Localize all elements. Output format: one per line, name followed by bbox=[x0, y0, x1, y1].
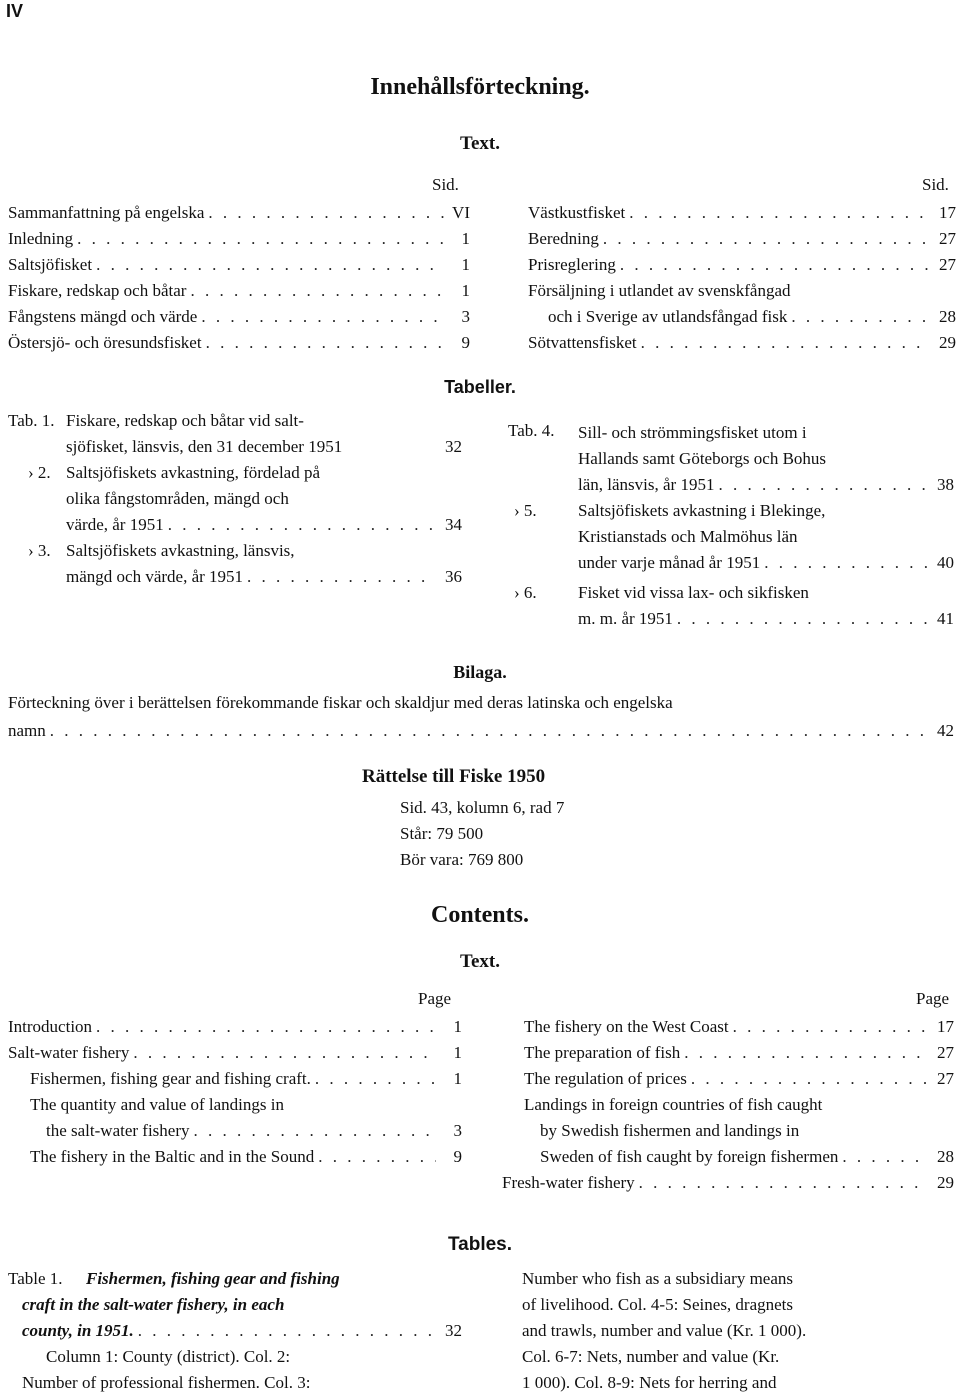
toc-page: 1 bbox=[461, 255, 470, 274]
leader-dots bbox=[791, 306, 930, 328]
toc-label: Inledning bbox=[8, 229, 74, 248]
swedish-text-heading: Text. bbox=[460, 133, 500, 154]
toc-page: 1 bbox=[461, 281, 470, 300]
table1-line3: county, in 1951. bbox=[22, 1321, 134, 1340]
tab4-line3: län, länsvis, år 1951 bbox=[578, 475, 715, 494]
toc-row bbox=[30, 1094, 462, 1116]
toc-page: 1 bbox=[453, 1017, 462, 1036]
toc-label: by Swedish fishermen and landings in bbox=[540, 1121, 800, 1140]
toc-row bbox=[8, 332, 470, 354]
page-label-right: Page bbox=[916, 989, 950, 1008]
tab6-row bbox=[578, 608, 954, 630]
tab1-row bbox=[66, 436, 462, 458]
tab5-prefix: › 5. bbox=[514, 501, 537, 520]
leader-dots bbox=[603, 228, 930, 250]
toc-label: The fishery on the West Coast bbox=[524, 1017, 729, 1036]
swedish-tables-heading: Tabeller. bbox=[444, 377, 516, 397]
toc-label: Försäljning i utlandet av svenskfångad bbox=[528, 281, 791, 300]
table1-desc-line: Col. 6-7: Nets, number and value (Kr. bbox=[522, 1347, 780, 1366]
leader-dots bbox=[629, 202, 930, 224]
tab4-prefix: Tab. 4. bbox=[508, 421, 555, 440]
table1-line4: Column 1: County (district). Col. 2: bbox=[46, 1347, 291, 1366]
english-tables-heading: Tables. bbox=[447, 1234, 513, 1255]
toc-row bbox=[8, 306, 470, 328]
english-title: Contents. bbox=[430, 902, 529, 928]
toc-label: The preparation of fish bbox=[524, 1043, 681, 1062]
toc-row bbox=[528, 332, 956, 354]
toc-label: The fishery in the Baltic and in the Sound bbox=[30, 1147, 315, 1166]
toc-label: Landings in foreign countries of fish caught bbox=[524, 1095, 823, 1114]
toc-label: Sötvattensfisket bbox=[528, 333, 637, 352]
tab2-line1: Saltsjöfiskets avkastning, fördelad på bbox=[66, 463, 321, 482]
tab1-page: 32 bbox=[445, 437, 462, 456]
toc-label: Sammanfattning på engelska bbox=[8, 203, 205, 222]
tab4-page: 38 bbox=[937, 475, 954, 494]
toc-row bbox=[8, 1042, 462, 1064]
leader-dots bbox=[96, 1016, 436, 1038]
toc-row bbox=[8, 202, 470, 224]
sid-label-left: Sid. bbox=[432, 175, 459, 194]
leader-dots bbox=[764, 552, 928, 574]
leader-dots bbox=[168, 514, 436, 536]
toc-page: 17 bbox=[939, 203, 956, 222]
toc-page: 17 bbox=[937, 1017, 954, 1036]
toc-row bbox=[540, 1120, 954, 1142]
toc-row bbox=[528, 228, 956, 250]
toc-label: Salt-water fishery bbox=[8, 1043, 130, 1062]
toc-page: 27 bbox=[937, 1043, 954, 1062]
tab6-page: 41 bbox=[937, 609, 954, 628]
toc-page: 3 bbox=[461, 307, 470, 326]
toc-label: och i Sverige av utlandsfångad fisk bbox=[548, 307, 788, 326]
tab4-row bbox=[578, 474, 954, 496]
toc-row bbox=[524, 1042, 954, 1064]
leader-dots bbox=[639, 1172, 928, 1194]
toc-label: the salt-water fishery bbox=[46, 1121, 190, 1140]
table1-line5: Number of professional fishermen. Col. 3: bbox=[22, 1373, 311, 1392]
toc-row bbox=[46, 1120, 462, 1142]
erratum-line2: Står: 79 500 bbox=[400, 824, 484, 843]
toc-row bbox=[8, 254, 470, 276]
page-label-left: Page bbox=[418, 989, 452, 1008]
leader-dots bbox=[208, 202, 444, 224]
toc-label: Fishermen, fishing gear and fishing craft. bbox=[30, 1069, 311, 1088]
tab6-prefix: › 6. bbox=[514, 583, 537, 602]
erratum-title: Rättelse till Fiske 1950 bbox=[362, 766, 546, 787]
toc-page: 28 bbox=[937, 1147, 954, 1166]
toc-label: Prisreglering bbox=[528, 255, 616, 274]
tab4-line2: Hallands samt Göteborgs och Bohus bbox=[578, 449, 827, 468]
toc-label: Fiskare, redskap och båtar bbox=[8, 281, 187, 300]
tab5-line2: Kristianstads och Malmöhus län bbox=[578, 527, 798, 546]
tab2-page: 34 bbox=[445, 515, 462, 534]
tab1-prefix: Tab. 1. bbox=[8, 411, 55, 430]
leader-dots bbox=[77, 228, 444, 250]
bilaga-page: 42 bbox=[937, 721, 954, 740]
tab2-row bbox=[66, 514, 462, 536]
tab3-line2: mängd och värde, år 1951 bbox=[66, 567, 244, 586]
tab3-prefix: › 3. bbox=[28, 541, 51, 560]
leader-dots bbox=[138, 1320, 436, 1342]
tab2-line2: olika fångstområden, mängd och bbox=[66, 489, 289, 508]
toc-page: 29 bbox=[937, 1173, 954, 1192]
toc-label: Östersjö- och öresundsfisket bbox=[8, 333, 202, 352]
toc-row bbox=[30, 1068, 462, 1090]
swedish-title: Innehållsförteckning. bbox=[370, 74, 590, 100]
tab3-row bbox=[66, 566, 462, 588]
toc-page: 3 bbox=[453, 1121, 462, 1140]
toc-row bbox=[524, 1016, 954, 1038]
toc-page: 27 bbox=[939, 229, 956, 248]
leader-dots bbox=[718, 474, 928, 496]
tab1-line1: Fiskare, redskap och båtar vid salt- bbox=[66, 411, 304, 430]
leader-dots bbox=[318, 1146, 436, 1168]
leader-dots bbox=[620, 254, 930, 276]
toc-page: 27 bbox=[939, 255, 956, 274]
toc-row bbox=[30, 1146, 462, 1168]
leader-dots bbox=[50, 720, 928, 742]
toc-page: 1 bbox=[453, 1043, 462, 1062]
toc-label: The quantity and value of landings in bbox=[30, 1095, 284, 1114]
tab4-line1: Sill- och strömmingsfisket utom i bbox=[578, 423, 807, 442]
toc-row bbox=[528, 202, 956, 224]
erratum-line1: Sid. 43, kolumn 6, rad 7 bbox=[400, 798, 565, 817]
table1-line1: Fishermen, fishing gear and fishing bbox=[86, 1269, 340, 1288]
table1-desc-line: 1 000). Col. 8-9: Nets for herring and bbox=[522, 1373, 777, 1392]
tab3-page: 36 bbox=[445, 567, 462, 586]
table1-page: 32 bbox=[445, 1321, 462, 1340]
bilaga-line1: Förteckning över i berättelsen förekommande fiskar och skaldjur med deras latinska och engelska bbox=[8, 693, 673, 712]
toc-label: Fresh-water fishery bbox=[502, 1173, 635, 1192]
sid-label-right: Sid. bbox=[922, 175, 949, 194]
leader-dots bbox=[96, 254, 444, 276]
toc-page: 1 bbox=[453, 1069, 462, 1088]
toc-row bbox=[524, 1094, 954, 1116]
leader-dots bbox=[641, 332, 930, 354]
tab3-line1: Saltsjöfiskets avkastning, länsvis, bbox=[66, 541, 295, 560]
bilaga-line2: namn bbox=[8, 721, 46, 740]
toc-page: 29 bbox=[939, 333, 956, 352]
english-text-heading: Text. bbox=[460, 951, 500, 972]
tab6-line1: Fisket vid vissa lax- och sikfisken bbox=[578, 583, 809, 602]
tab2-prefix: › 2. bbox=[28, 463, 51, 482]
toc-page: 1 bbox=[461, 229, 470, 248]
toc-label: The regulation of prices bbox=[524, 1069, 687, 1088]
toc-label: Beredning bbox=[528, 229, 599, 248]
table1-line2: craft in the salt-water fishery, in each bbox=[22, 1295, 285, 1314]
leader-dots bbox=[684, 1042, 928, 1064]
toc-label: Fångstens mängd och värde bbox=[8, 307, 198, 326]
toc-page: 9 bbox=[461, 333, 470, 352]
tab1-line2: sjöfisket, länsvis, den 31 december 1951 bbox=[66, 437, 343, 456]
table1-row bbox=[22, 1320, 462, 1342]
toc-row bbox=[8, 280, 470, 302]
erratum-line3: Bör vara: 769 800 bbox=[400, 850, 524, 869]
tab5-line3: under varje månad år 1951 bbox=[578, 553, 761, 572]
toc-row bbox=[528, 254, 956, 276]
toc-label: Introduction bbox=[8, 1017, 93, 1036]
leader-dots bbox=[247, 566, 436, 588]
leader-dots bbox=[677, 608, 928, 630]
tab6-line2: m. m. år 1951 bbox=[578, 609, 673, 628]
leader-dots bbox=[691, 1068, 928, 1090]
toc-page: VI bbox=[452, 203, 470, 222]
leader-dots bbox=[733, 1016, 928, 1038]
leader-dots bbox=[206, 332, 444, 354]
toc-row bbox=[524, 1068, 954, 1090]
leader-dots bbox=[315, 1068, 436, 1090]
table1-desc-line: Number who fish as a subsidiary means bbox=[522, 1269, 794, 1288]
table1-desc-line: and trawls, number and value (Kr. 1 000). bbox=[522, 1321, 807, 1340]
tab5-page: 40 bbox=[937, 553, 954, 572]
tab5-row bbox=[578, 552, 954, 574]
toc-page: 9 bbox=[453, 1147, 462, 1166]
page-number: IV bbox=[6, 1, 24, 21]
toc-label: Västkustfisket bbox=[528, 203, 626, 222]
toc-row bbox=[540, 1146, 954, 1168]
toc-row bbox=[8, 1016, 462, 1038]
leader-dots bbox=[133, 1042, 436, 1064]
leader-dots bbox=[194, 1120, 437, 1142]
toc-label: Sweden of fish caught by foreign fishermen bbox=[540, 1147, 839, 1166]
leader-dots bbox=[190, 280, 444, 302]
leader-dots bbox=[201, 306, 444, 328]
bilaga-row bbox=[8, 720, 954, 742]
leader-dots bbox=[842, 1146, 928, 1168]
bilaga-heading: Bilaga. bbox=[453, 662, 507, 682]
tab5-line1: Saltsjöfiskets avkastning i Blekinge, bbox=[578, 501, 826, 520]
table1-prefix: Table 1. bbox=[8, 1269, 63, 1288]
toc-page: 28 bbox=[939, 307, 956, 326]
toc-row bbox=[502, 1172, 954, 1194]
table1-desc-line: of livelihood. Col. 4-5: Seines, dragnets bbox=[522, 1295, 794, 1314]
toc-row bbox=[8, 228, 470, 250]
toc-row bbox=[528, 280, 956, 302]
toc-label: Saltsjöfisket bbox=[8, 255, 93, 274]
tab2-line3: värde, år 1951 bbox=[66, 515, 164, 534]
toc-row bbox=[548, 306, 956, 328]
toc-page: 27 bbox=[937, 1069, 954, 1088]
